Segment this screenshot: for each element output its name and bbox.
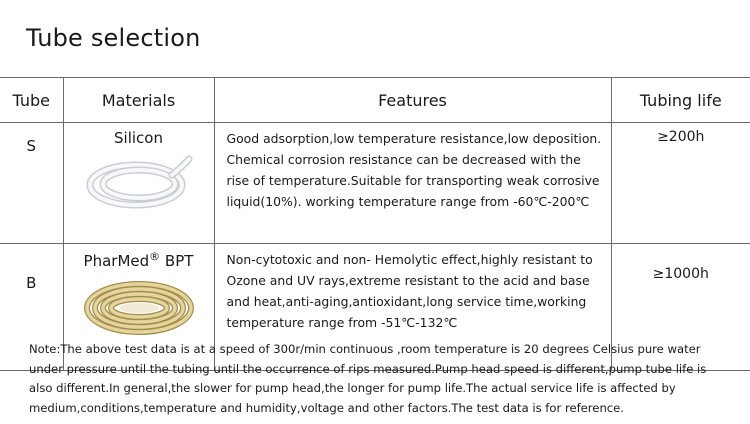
header-tube: Tube bbox=[0, 78, 63, 123]
tubing-life-value: ≥1000h bbox=[611, 244, 750, 371]
pharmed-coil-center bbox=[119, 303, 159, 313]
tubing-life-value: ≥200h bbox=[611, 123, 750, 244]
tube-selection-table bbox=[0, 77, 750, 371]
silicon-coil-inner-highlight bbox=[103, 170, 175, 198]
table-row bbox=[0, 123, 750, 244]
material-name: PharMed® BPT bbox=[83, 250, 194, 270]
material-cell bbox=[63, 123, 214, 244]
page-title: Tube selection bbox=[26, 24, 201, 52]
header-features: Features bbox=[214, 78, 611, 123]
tube-code: B bbox=[0, 244, 63, 371]
features-cell: Non-cytotoxic and non- Hemolytic effect,highly resistant to Ozone and UV rays,extreme resistant to the acid and base and heat,anti-aging,antioxidant,long service time,working temperature range from -51℃-132℃ bbox=[214, 244, 611, 371]
material-name: Silicon bbox=[114, 129, 163, 147]
header-materials: Materials bbox=[63, 78, 214, 123]
pharmed-tube-image bbox=[81, 276, 197, 338]
table-header-row bbox=[0, 78, 750, 123]
footnote: Note:The above test data is at a speed of 300r/min continuous ,room temperature is 20 degrees Celsius pure water under pressure until the tubing until the occurrence of rips measured.Pump head speed is different,pump tube life is also different.In general,the slower for pump head,the longer for pump life.The actual service life is affected by medium,conditions,temperature and humidity,voltage and other factors.The test data is for reference. bbox=[29, 342, 707, 415]
tube-code: S bbox=[0, 123, 63, 244]
silicon-tube-image bbox=[84, 153, 194, 215]
header-tubing-life: Tubing life bbox=[611, 78, 750, 123]
features-cell: Good adsorption,low temperature resistance,low deposition. Chemical corrosion resistance can be decreased with the rise of temperature.Suitable for transporting weak corrosive liquid(10%). working temperature range from -60℃-200℃ bbox=[214, 123, 611, 244]
